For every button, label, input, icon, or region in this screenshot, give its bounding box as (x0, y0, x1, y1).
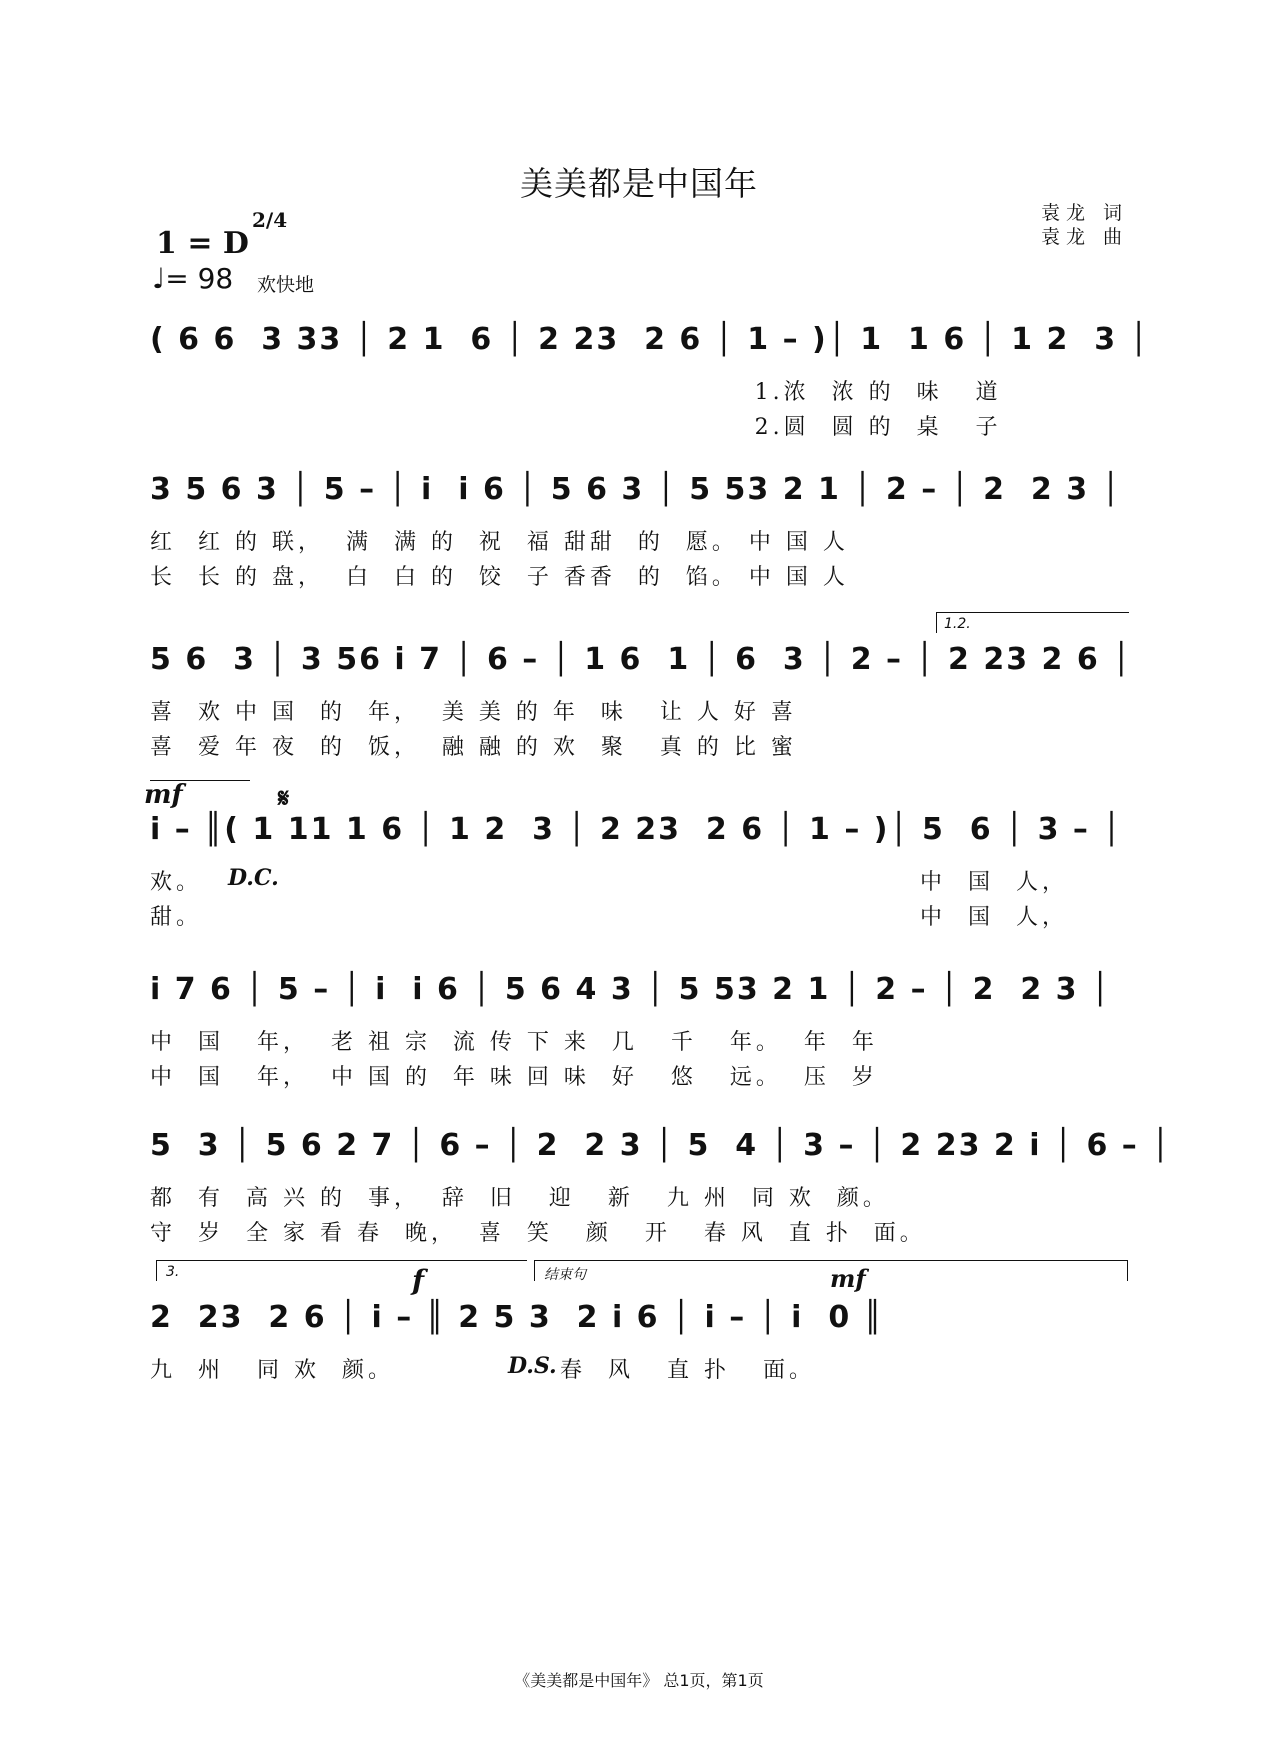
notes-line: ( 6 6 3 33 │ 2 1 6 │ 2 23 2 6 │ 1 – )│ 1 1 6 │ 1 2 3 │ (150, 322, 1150, 357)
time-signature-text: 2/4 (252, 208, 288, 232)
song-title: 美美都是中国年 (520, 164, 758, 203)
lyric-line-2: 守 岁 全 家 看 春 晚， 喜 笑 颜 开 春 风 直 扑 面。 (150, 1221, 926, 1246)
score-system-3 (150, 616, 1133, 760)
key-signature: 1 = D (156, 226, 249, 261)
ending-label: 结束句 (544, 1267, 586, 1283)
score-system-1 (150, 322, 1150, 440)
expression-marking: 欢快地 (257, 274, 315, 296)
notes-line: 3 5 6 3 │ 5 – │ i i 6 │ 5 6 3 │ 5 53 2 1 │ 2 – │ 2 2 3 │ (150, 472, 1122, 507)
lyric-line-2: 中 国 年， 中 国 的 年 味 回 味 好 悠 远。 压 岁 (150, 1065, 878, 1090)
score-system-5 (150, 972, 1128, 1090)
lyric-line-2-end: 中 国 人， (920, 905, 1068, 930)
score-system-2 (150, 472, 1128, 590)
lyric-line-1: 中 国 年， 老 祖 宗 流 传 下 来 几 千 年。 年 年 (150, 1030, 878, 1055)
notes-line: i – ║( 1 11 1 6 │ 1 2 3 │ 2 23 2 6 │ 1 – )│ 5 6 │ 3 – │ (150, 812, 1123, 847)
lyric-line-1: 欢。 (150, 870, 203, 895)
lyric-line-2: 长 长 的 盘， 白 白 的 饺 子 香香 的 馅。 中 国 人 (150, 565, 849, 590)
dynamic-line (150, 780, 250, 781)
notes-line: 5 6 3 │ 3 56 i 7 │ 6 – │ 1 6 1 │ 6 3 │ 2 – │ 2 23 2 6 │ (150, 642, 1133, 677)
lyric-line-2: 喜 爱 年 夜 的 饭， 融 融 的 欢 聚 真 的 比 蜜 (150, 735, 797, 760)
composer-credit: 袁龙 曲 (1040, 226, 1128, 248)
lyric-line-1: 九 州 同 欢 颜。 (150, 1358, 394, 1383)
lyric-line-1-end: 春 风 直 扑 面。 (560, 1358, 815, 1383)
lyric-line-2: 甜。 (150, 905, 203, 930)
volta-label: 1.2. (944, 616, 971, 632)
tempo-marking: ♩= 98 (152, 262, 234, 295)
score-system-6 (150, 1128, 1172, 1246)
lyric-line-1: 红 红 的 联， 满 满 的 祝 福 甜甜 的 愿。 中 国 人 (150, 530, 849, 555)
lyricist-credit: 袁龙 词 (1040, 202, 1128, 224)
dynamic-f: f (412, 1264, 425, 1297)
lyric-line-1: 喜 欢 中 国 的 年， 美 美 的 年 味 让 人 好 喜 (150, 700, 797, 725)
lyric-line-1: 都 有 高 兴 的 事， 辞 旧 迎 新 九 州 同 欢 颜。 (150, 1186, 889, 1211)
page-footer: 《美美都是中国年》 总1页，第1页 (514, 1671, 764, 1690)
notes-line: i 7 6 │ 5 – │ i i 6 │ 5 6 4 3 │ 5 53 2 1 │ 2 – │ 2 2 3 │ (150, 972, 1112, 1007)
lyric-line-1: 1.浓 浓 的 味 道 (150, 380, 1002, 405)
notes-line: 5 3 │ 5 6 2 7 │ 6 – │ 2 2 3 │ 5 4 │ 3 – │ 2 23 2 i │ 6 – │ (150, 1128, 1172, 1163)
notes-line: 2 23 2 6 │ i – ║ 2 5 3 2 i 6 │ i – │ i 0 ║ (150, 1300, 884, 1335)
score-system-7 (150, 1264, 1128, 1390)
dc-marking: D.C. (228, 865, 279, 891)
time-signature (252, 210, 287, 230)
dynamic-mf-end: mf (830, 1264, 866, 1293)
dynamic-mf: mf (144, 780, 183, 810)
score-system-4 (144, 780, 1128, 930)
lyric-line-1-end: 中 国 人， (920, 870, 1068, 895)
ds-marking: D.S. (508, 1353, 557, 1379)
lyric-line-2: 2.圆 圆 的 桌 子 (150, 415, 1002, 440)
volta-bracket-3 (156, 1260, 527, 1281)
volta-label-3: 3. (166, 1264, 180, 1280)
segno-sign: 𝄋 (278, 784, 290, 814)
